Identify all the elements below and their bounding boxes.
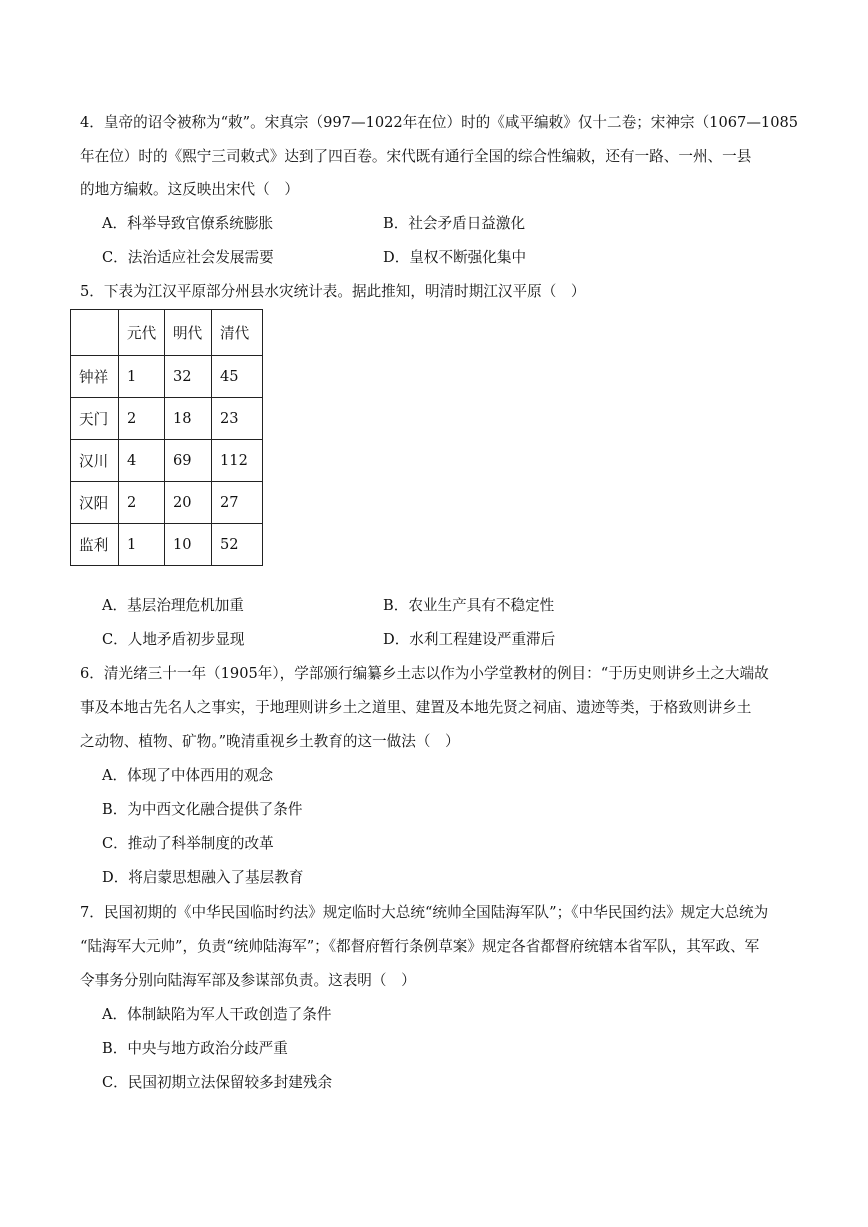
table-cell: 汉川: [71, 440, 119, 482]
table-cell: 32: [165, 356, 212, 398]
q5-option-d[interactable]: D．水利工程建设严重滞后: [383, 631, 556, 648]
table-cell: 1: [119, 356, 165, 398]
table-cell: 10: [165, 524, 212, 566]
q4-stem-line-2: 年在位）时的《熙宁三司敕式》达到了四百卷。宋代既有通行全国的综合性编敕，还有一路、一州、一县: [80, 148, 752, 165]
table-header-row: [71, 310, 263, 356]
q4-option-c[interactable]: C．法治适应社会发展需要: [102, 249, 274, 266]
q4-stem-line-1: 4．皇帝的诏令被称为“敕”。宋真宗（997—1022年在位）时的《咸平编敕》仅十二卷；宋神宗（1067—1085: [80, 114, 799, 131]
q7-stem-line-2: “陆海军大元帅”，负责“统帅陆海军”；《都督府暂行条例草案》规定各省都督府统辖本省军队，其军政、军: [80, 938, 760, 955]
table-cell: 钟祥: [71, 356, 119, 398]
table-cell: 监利: [71, 524, 119, 566]
q6-stem-line-3: 之动物、植物、矿物。”晚清重视乡土教育的这一做法（ ）: [80, 733, 460, 750]
table-row: [71, 482, 263, 524]
q6-option-b[interactable]: B．为中西文化融合提供了条件: [102, 801, 303, 818]
q7-stem-line-3: 令事务分别向陆海军部及参谋部负责。这表明（ ）: [80, 972, 416, 989]
q6-option-c[interactable]: C．推动了科举制度的改革: [102, 835, 274, 852]
table-cell: 天门: [71, 398, 119, 440]
q6-option-a[interactable]: A．体现了中体西用的观念: [102, 767, 274, 784]
table-row: [71, 440, 263, 482]
table-cell: 2: [119, 482, 165, 524]
table-cell: 23: [212, 398, 263, 440]
q5-option-b[interactable]: B．农业生产具有不稳定性: [383, 597, 555, 614]
table-cell: 27: [212, 482, 263, 524]
q6-option-d[interactable]: D．将启蒙思想融入了基层教育: [102, 869, 304, 886]
table-header-cell: 元代: [119, 310, 165, 356]
q4-stem-line-3: 的地方编敕。这反映出宋代（ ）: [80, 181, 299, 198]
table-cell: 45: [212, 356, 263, 398]
table-cell: 52: [212, 524, 263, 566]
table-cell: 20: [165, 482, 212, 524]
table-header-cell: 清代: [212, 310, 263, 356]
q6-stem-line-1: 6．清光绪三十一年（1905年），学部颁行编纂乡土志以作为小学堂教材的例目：“于历史则讲乡土之大端故: [80, 665, 769, 682]
q6-stem-line-2: 事及本地古先名人之事实，于地理则讲乡土之道里、建置及本地先贤之祠庙、遗迹等类，于格致则讲乡土: [80, 699, 752, 716]
q7-option-b[interactable]: B．中央与地方政治分歧严重: [102, 1040, 288, 1057]
flood-statistics-table: [70, 309, 263, 566]
table-cell: 112: [212, 440, 263, 482]
q5-stem-line-1: 5．下表为江汉平原部分州县水灾统计表。据此推知，明清时期江汉平原（ ）: [80, 283, 586, 300]
table-row: [71, 398, 263, 440]
table-header-cell: [71, 310, 119, 356]
table-cell: 汉阳: [71, 482, 119, 524]
table-cell: 69: [165, 440, 212, 482]
q7-stem-line-1: 7．民国初期的《中华民国临时约法》规定临时大总统“统帅全国陆海军队”；《中华民国约法》规定大总统为: [80, 904, 769, 921]
table-row: [71, 356, 263, 398]
table-cell: 4: [119, 440, 165, 482]
table-cell: 2: [119, 398, 165, 440]
table-cell: 18: [165, 398, 212, 440]
q5-option-a[interactable]: A．基层治理危机加重: [102, 597, 244, 614]
q7-option-c[interactable]: C．民国初期立法保留较多封建残余: [102, 1074, 333, 1091]
q4-option-b[interactable]: B．社会矛盾日益激化: [383, 215, 526, 232]
table-header-cell: 明代: [165, 310, 212, 356]
table-row: [71, 524, 263, 566]
q7-option-a[interactable]: A．体制缺陷为军人干政创造了条件: [102, 1006, 332, 1023]
q4-option-a[interactable]: A．科举导致官僚系统膨胀: [102, 215, 274, 232]
q4-option-d[interactable]: D．皇权不断强化集中: [383, 249, 527, 266]
table-cell: 1: [119, 524, 165, 566]
q5-option-c[interactable]: C．人地矛盾初步显现: [102, 631, 245, 648]
